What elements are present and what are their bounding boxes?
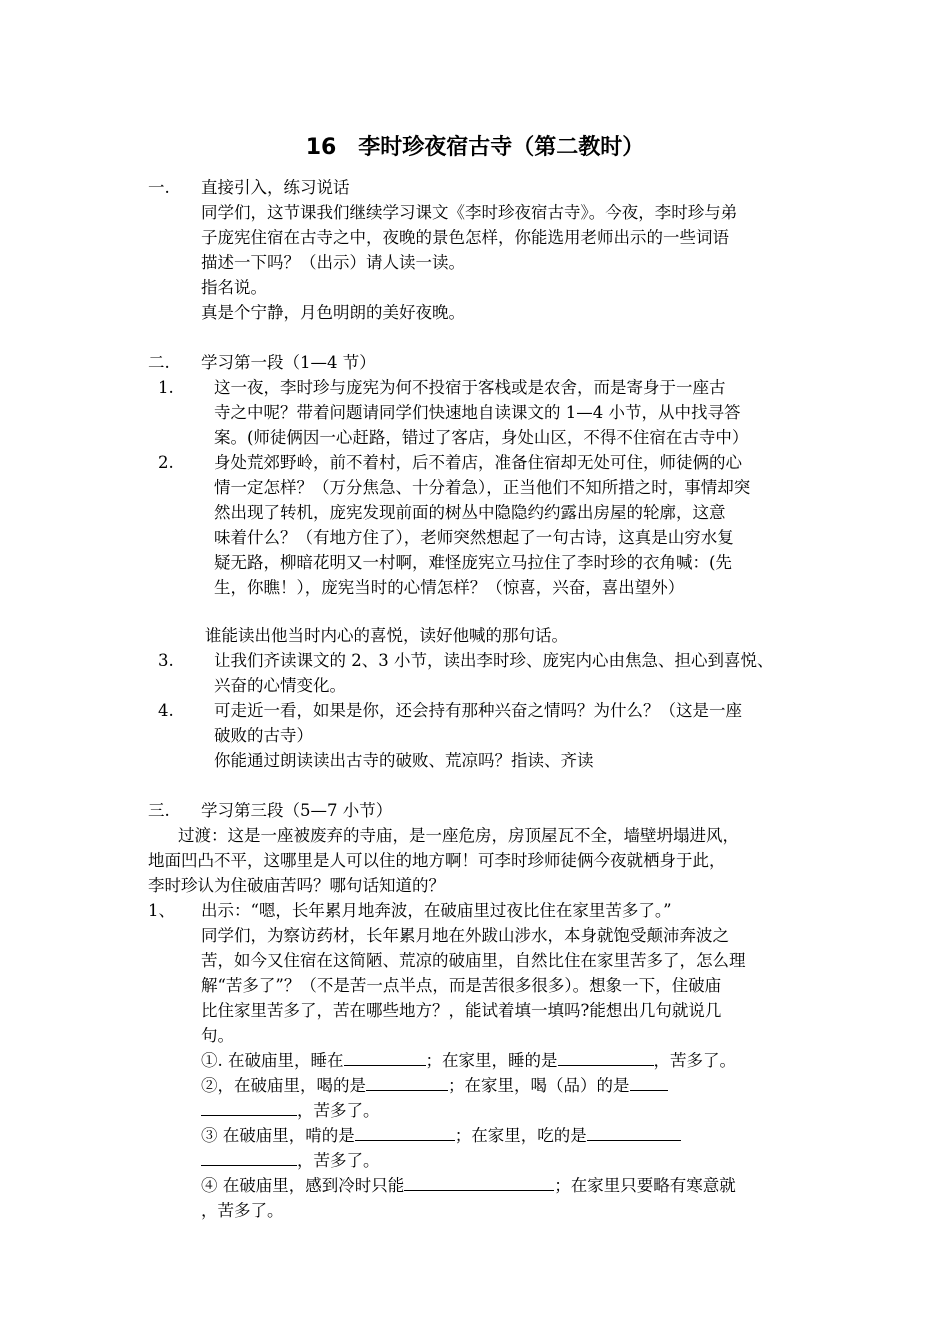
page-title: 16 李时珍夜宿古寺（第二教时）: [305, 135, 645, 160]
list-item-line: 身处荒郊野岭，前不着村，后不着店，准备住宿却无处可住，师徒俩的心: [214, 453, 742, 472]
list-item-line: 然出现了转机，庞宪发现前面的树丛中隐隐约约露出房屋的轮廓，这意: [214, 503, 726, 522]
section-3-heading: 学习第三段（5—7 小节）: [201, 801, 393, 820]
fill-text: ③ 在破庙里，啃的是: [201, 1126, 355, 1145]
fill-text: ①. 在破庙里，睡在: [201, 1051, 344, 1070]
paragraph-line: 指名说。: [201, 278, 267, 297]
paragraph-line: 子庞宪住宿在古寺之中，夜晚的景色怎样，你能选用老师出示的一些词语: [201, 228, 729, 247]
list-item-line: 生，你瞧！），庞宪当时的心情怎样？（惊喜，兴奋，喜出望外）: [214, 578, 685, 597]
list-number: 1、: [148, 901, 175, 920]
fill-in-line-4-cont: [201, 1199, 284, 1223]
section-2-number: 二.: [148, 353, 170, 372]
list-number: 2.: [158, 453, 174, 472]
answer-blank[interactable]: [344, 1050, 426, 1066]
list-item-line: 情一定怎样？（万分焦急、十分着急），正当他们不知所措之时，事情却突: [214, 478, 751, 497]
paragraph-line: 同学们，这节课我们继续学习课文《李时珍夜宿古寺》。今夜，李时珍与弟: [201, 203, 738, 222]
answer-blank[interactable]: [201, 1150, 297, 1166]
answer-blank[interactable]: [404, 1175, 554, 1191]
answer-blank[interactable]: [558, 1050, 654, 1066]
answer-blank[interactable]: [587, 1125, 681, 1141]
answer-blank[interactable]: [366, 1075, 448, 1091]
list-item-line: 可走近一看，如果是你，还会持有那种兴奋之情吗？为什么？（这是一座: [214, 701, 742, 720]
fill-text: ；在家里，吃的是: [454, 1126, 587, 1145]
list-number: 3.: [158, 651, 174, 670]
answer-blank[interactable]: [355, 1125, 455, 1141]
paragraph-line: 谁能读出他当时内心的喜悦，读好他喊的那句话。: [205, 626, 568, 645]
fill-text: ④ 在破庙里，感到冷时只能: [201, 1176, 405, 1195]
fill-in-line-3: [201, 1124, 681, 1148]
section-2-heading: 学习第一段（1—4 节）: [201, 353, 376, 372]
list-item-line: 让我们齐读课文的 2、3 小节，读出李时珍、庞宪内心由焦急、担心到喜悦、: [214, 651, 774, 670]
list-item-line: 疑无路，柳暗花明又一村啊，难怪庞宪立马拉住了李时珍的衣角喊：(先: [214, 553, 732, 572]
list-number: 4.: [158, 701, 174, 720]
paragraph-line: 地面凹凸不平，这哪里是人可以住的地方啊！可李时珍师徒俩今夜就栖身于此，: [148, 851, 726, 870]
list-item-line: 案。(师徒俩因一心赶路，错过了客店，身处山区，不得不住宿在古寺中）: [214, 428, 749, 447]
fill-in-line-1: [201, 1049, 736, 1073]
fill-text: ，苦多了。: [653, 1051, 736, 1070]
paragraph-line: 描述一下吗？（出示）请人读一读。: [201, 253, 465, 272]
fill-in-line-2: [201, 1074, 668, 1098]
paragraph-line: 李时珍认为住破庙苦吗？哪句话知道的？: [148, 876, 445, 895]
list-item-line: 解“苦多了”？（不是苦一点半点，而是苦很多很多）。想象一下，住破庙: [201, 976, 722, 995]
list-number: 1.: [158, 378, 174, 397]
list-item-line: 破败的古寺）: [214, 726, 313, 745]
fill-in-line-3-cont: [201, 1149, 380, 1173]
fill-text: ，苦多了。: [297, 1151, 380, 1170]
list-item-line: 句。: [201, 1026, 234, 1045]
list-item-line: 出示：“嗯，长年累月地奔波，在破庙里过夜比住在家里苦多了。”: [201, 901, 672, 920]
section-1-number: 一.: [148, 178, 170, 197]
fill-in-line-4: [201, 1174, 736, 1198]
fill-text: ②，在破庙里，喝的是: [201, 1076, 366, 1095]
paragraph-line: 真是个宁静，月色明朗的美好夜晚。: [201, 303, 465, 322]
list-item-line: 这一夜，李时珍与庞宪为何不投宿于客栈或是农舍，而是寄身于一座古: [214, 378, 726, 397]
list-item-line: 你能通过朗读读出古寺的破败、荒凉吗？指读、齐读: [214, 751, 594, 770]
section-3-number: 三.: [148, 801, 170, 820]
list-item-line: 兴奋的心情变化。: [214, 676, 346, 695]
list-item-line: 苦，如今又住宿在这简陋、荒凉的破庙里，自然比住在家里苦多了，怎么理: [201, 951, 746, 970]
list-item-line: 寺之中呢？带着问题请同学们快速地自读课文的 1—4 小节，从中找寻答: [214, 403, 741, 422]
section-1-heading: 直接引入，练习说话: [201, 178, 350, 197]
fill-text: ，苦多了。: [297, 1101, 380, 1120]
answer-blank[interactable]: [630, 1075, 668, 1091]
list-item-line: 比住家里苦多了，苦在哪些地方？，能试着填一填吗?能想出几句就说几: [201, 1001, 722, 1020]
fill-text: ，苦多了。: [201, 1201, 284, 1220]
answer-blank[interactable]: [201, 1100, 297, 1116]
fill-text: ；在家里，喝（品）的是: [448, 1076, 630, 1095]
fill-text: ；在家里只要略有寒意就: [554, 1176, 736, 1195]
fill-in-line-2-cont: [201, 1099, 380, 1123]
list-item-line: 味着什么？（有地方住了），老师突然想起了一句古诗，这真是山穷水复: [214, 528, 734, 547]
list-item-line: 同学们，为察访药材，长年累月地在外跋山涉水，本身就饱受颠沛奔波之: [201, 926, 729, 945]
fill-text: ；在家里，睡的是: [425, 1051, 558, 1070]
paragraph-line: 过渡：这是一座被废弃的寺庙，是一座危房，房顶屋瓦不全，墙壁坍塌进风，: [178, 826, 739, 845]
